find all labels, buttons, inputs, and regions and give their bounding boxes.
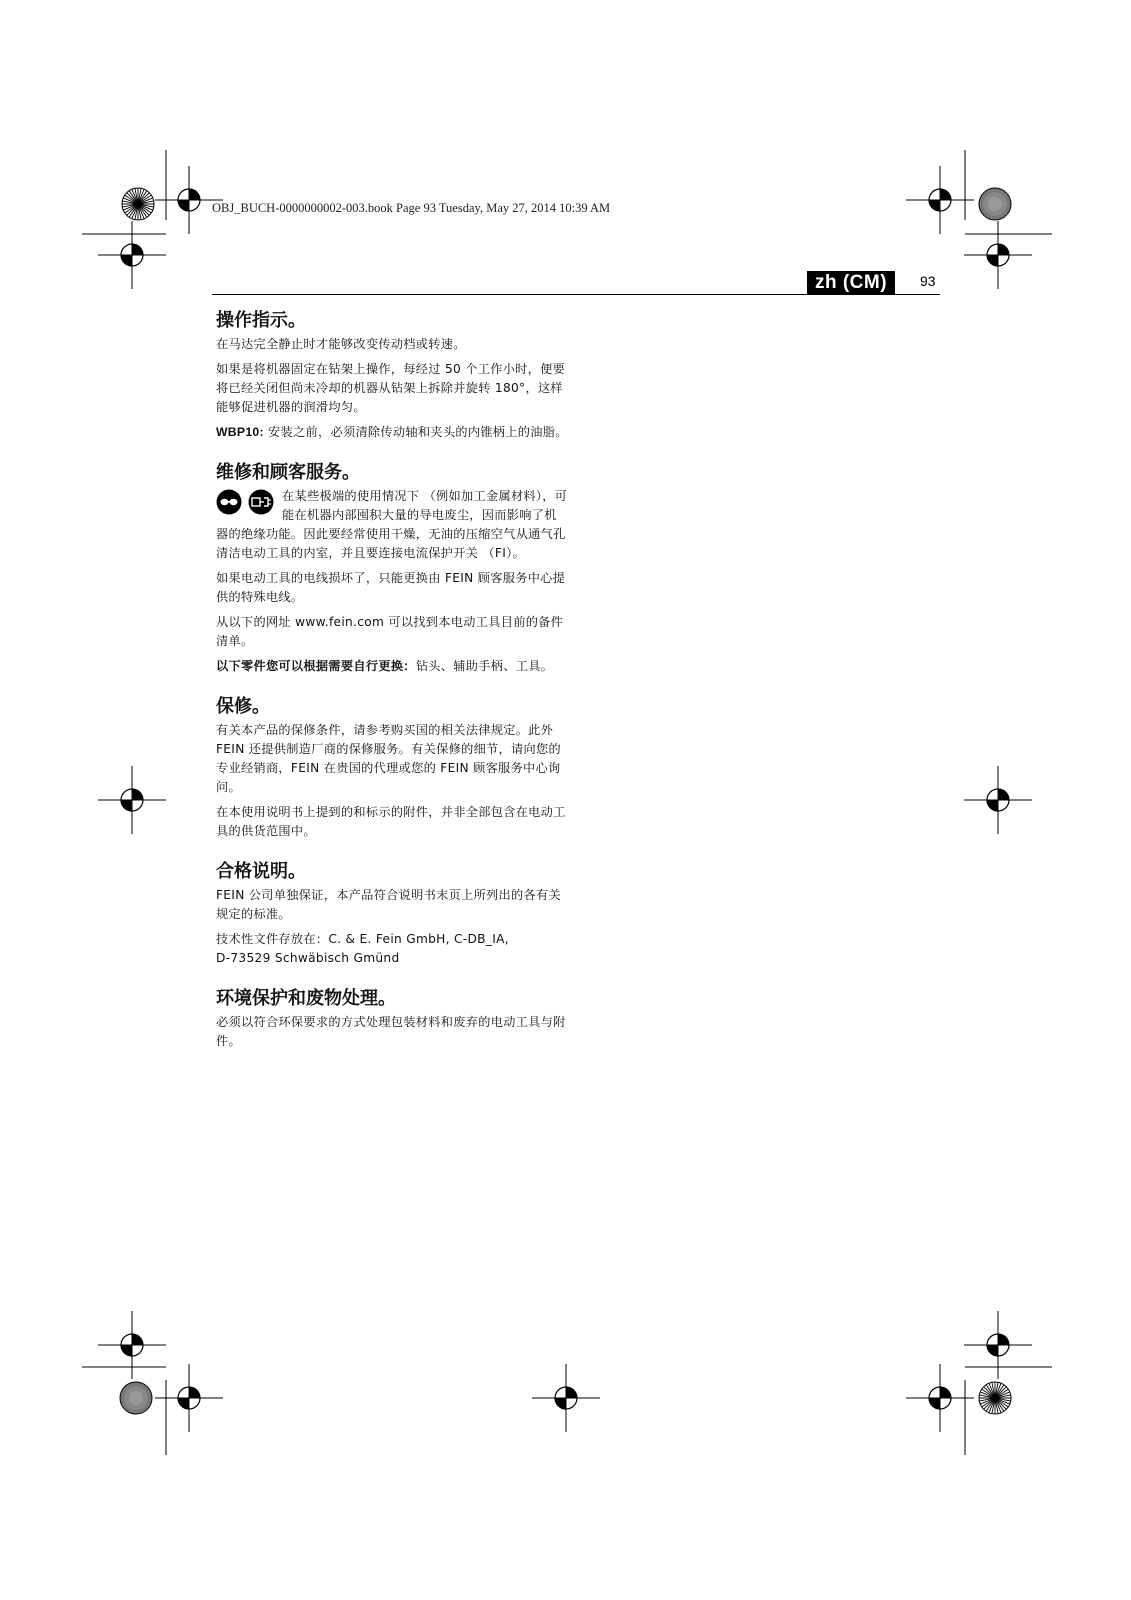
paragraph: 如果是将机器固定在钻架上操作，每经过 50 个工作小时，便要将已经关闭但尚未冷却的机器从钻架上拆除并旋转 180°，这样能够促进机器的润滑均匀。	[216, 362, 566, 414]
document-address: D-73529 Schwäbisch Gmünd	[216, 951, 400, 965]
section-maintenance-service	[216, 460, 568, 676]
section-title: 操作指示。	[216, 310, 306, 331]
section-title: 合格说明。	[216, 861, 306, 882]
paragraph	[216, 487, 568, 563]
paragraph	[216, 657, 568, 676]
model-label: WBP10:	[216, 425, 264, 439]
section-title: 环境保护和废物处理。	[216, 988, 396, 1009]
content-column	[216, 308, 568, 1057]
paragraph: 在马达完全静止时才能够改变传动档或转速。	[216, 337, 466, 351]
section-warranty	[216, 694, 568, 841]
paragraph: 在本使用说明书上提到的和标示的附件，并非全部包含在电动工具的供货范围中。	[216, 805, 566, 838]
page-number: 93	[920, 273, 936, 289]
paragraph-text: 在某些极端的使用情况下 （例如加工金属材料），可能在机器内部囤积大量的导电废尘，因而影响了机器的绝缘功能。因此要经常使用干燥，无油的压缩空气从通气孔清洁电动工具的内室，并且要连接电流保护开关 （FI）。	[216, 489, 568, 560]
paragraph: 有关本产品的保修条件，请参考购买国的相关法律规定。此外 FEIN 还提供制造厂商的保修服务。有关保修的细节，请向您的专业经销商，FEIN 在贵国的代理或您的 FEIN 顾客服务中心询问。	[216, 723, 561, 794]
eye-protection-icon	[217, 490, 242, 515]
paragraph	[216, 423, 568, 442]
document-location: 技术性文件存放在：C. & E. Fein GmbH, C-DB_IA,	[216, 932, 509, 946]
paragraph-text: 钻头、辅助手柄、工具。	[415, 659, 554, 673]
section-title: 维修和顾客服务。	[216, 462, 360, 483]
language-badge: zh (CM)	[807, 271, 895, 294]
replaceable-parts-label: 以下零件您可以根据需要自行更换：	[216, 659, 416, 673]
paragraph: FEIN 公司单独保证，本产品符合说明书末页上所列出的各有关规定的标准。	[216, 888, 561, 921]
paragraph	[216, 930, 568, 968]
paragraph-text: 安装之前，必须清除传动轴和夹头的内锥柄上的油脂。	[263, 425, 568, 439]
section-conformity	[216, 859, 568, 968]
paragraph: 从以下的网址 www.fein.com 可以找到本电动工具目前的备件清单。	[216, 615, 564, 648]
section-operating-instructions	[216, 308, 568, 442]
paragraph: 必须以符合环保要求的方式处理包装材料和废弃的电动工具与附件。	[216, 1015, 566, 1048]
paragraph: 如果电动工具的电线损坏了，只能更换由 FEIN 顾客服务中心提供的特殊电线。	[216, 571, 566, 604]
unplug-icon	[249, 490, 274, 515]
section-environment-disposal	[216, 986, 568, 1051]
section-title: 保修。	[216, 696, 270, 717]
file-header: OBJ_BUCH-0000000002-003.book Page 93 Tuesday, May 27, 2014 10:39 AM	[212, 201, 611, 215]
safety-icons	[216, 489, 276, 523]
header-divider	[212, 294, 940, 295]
